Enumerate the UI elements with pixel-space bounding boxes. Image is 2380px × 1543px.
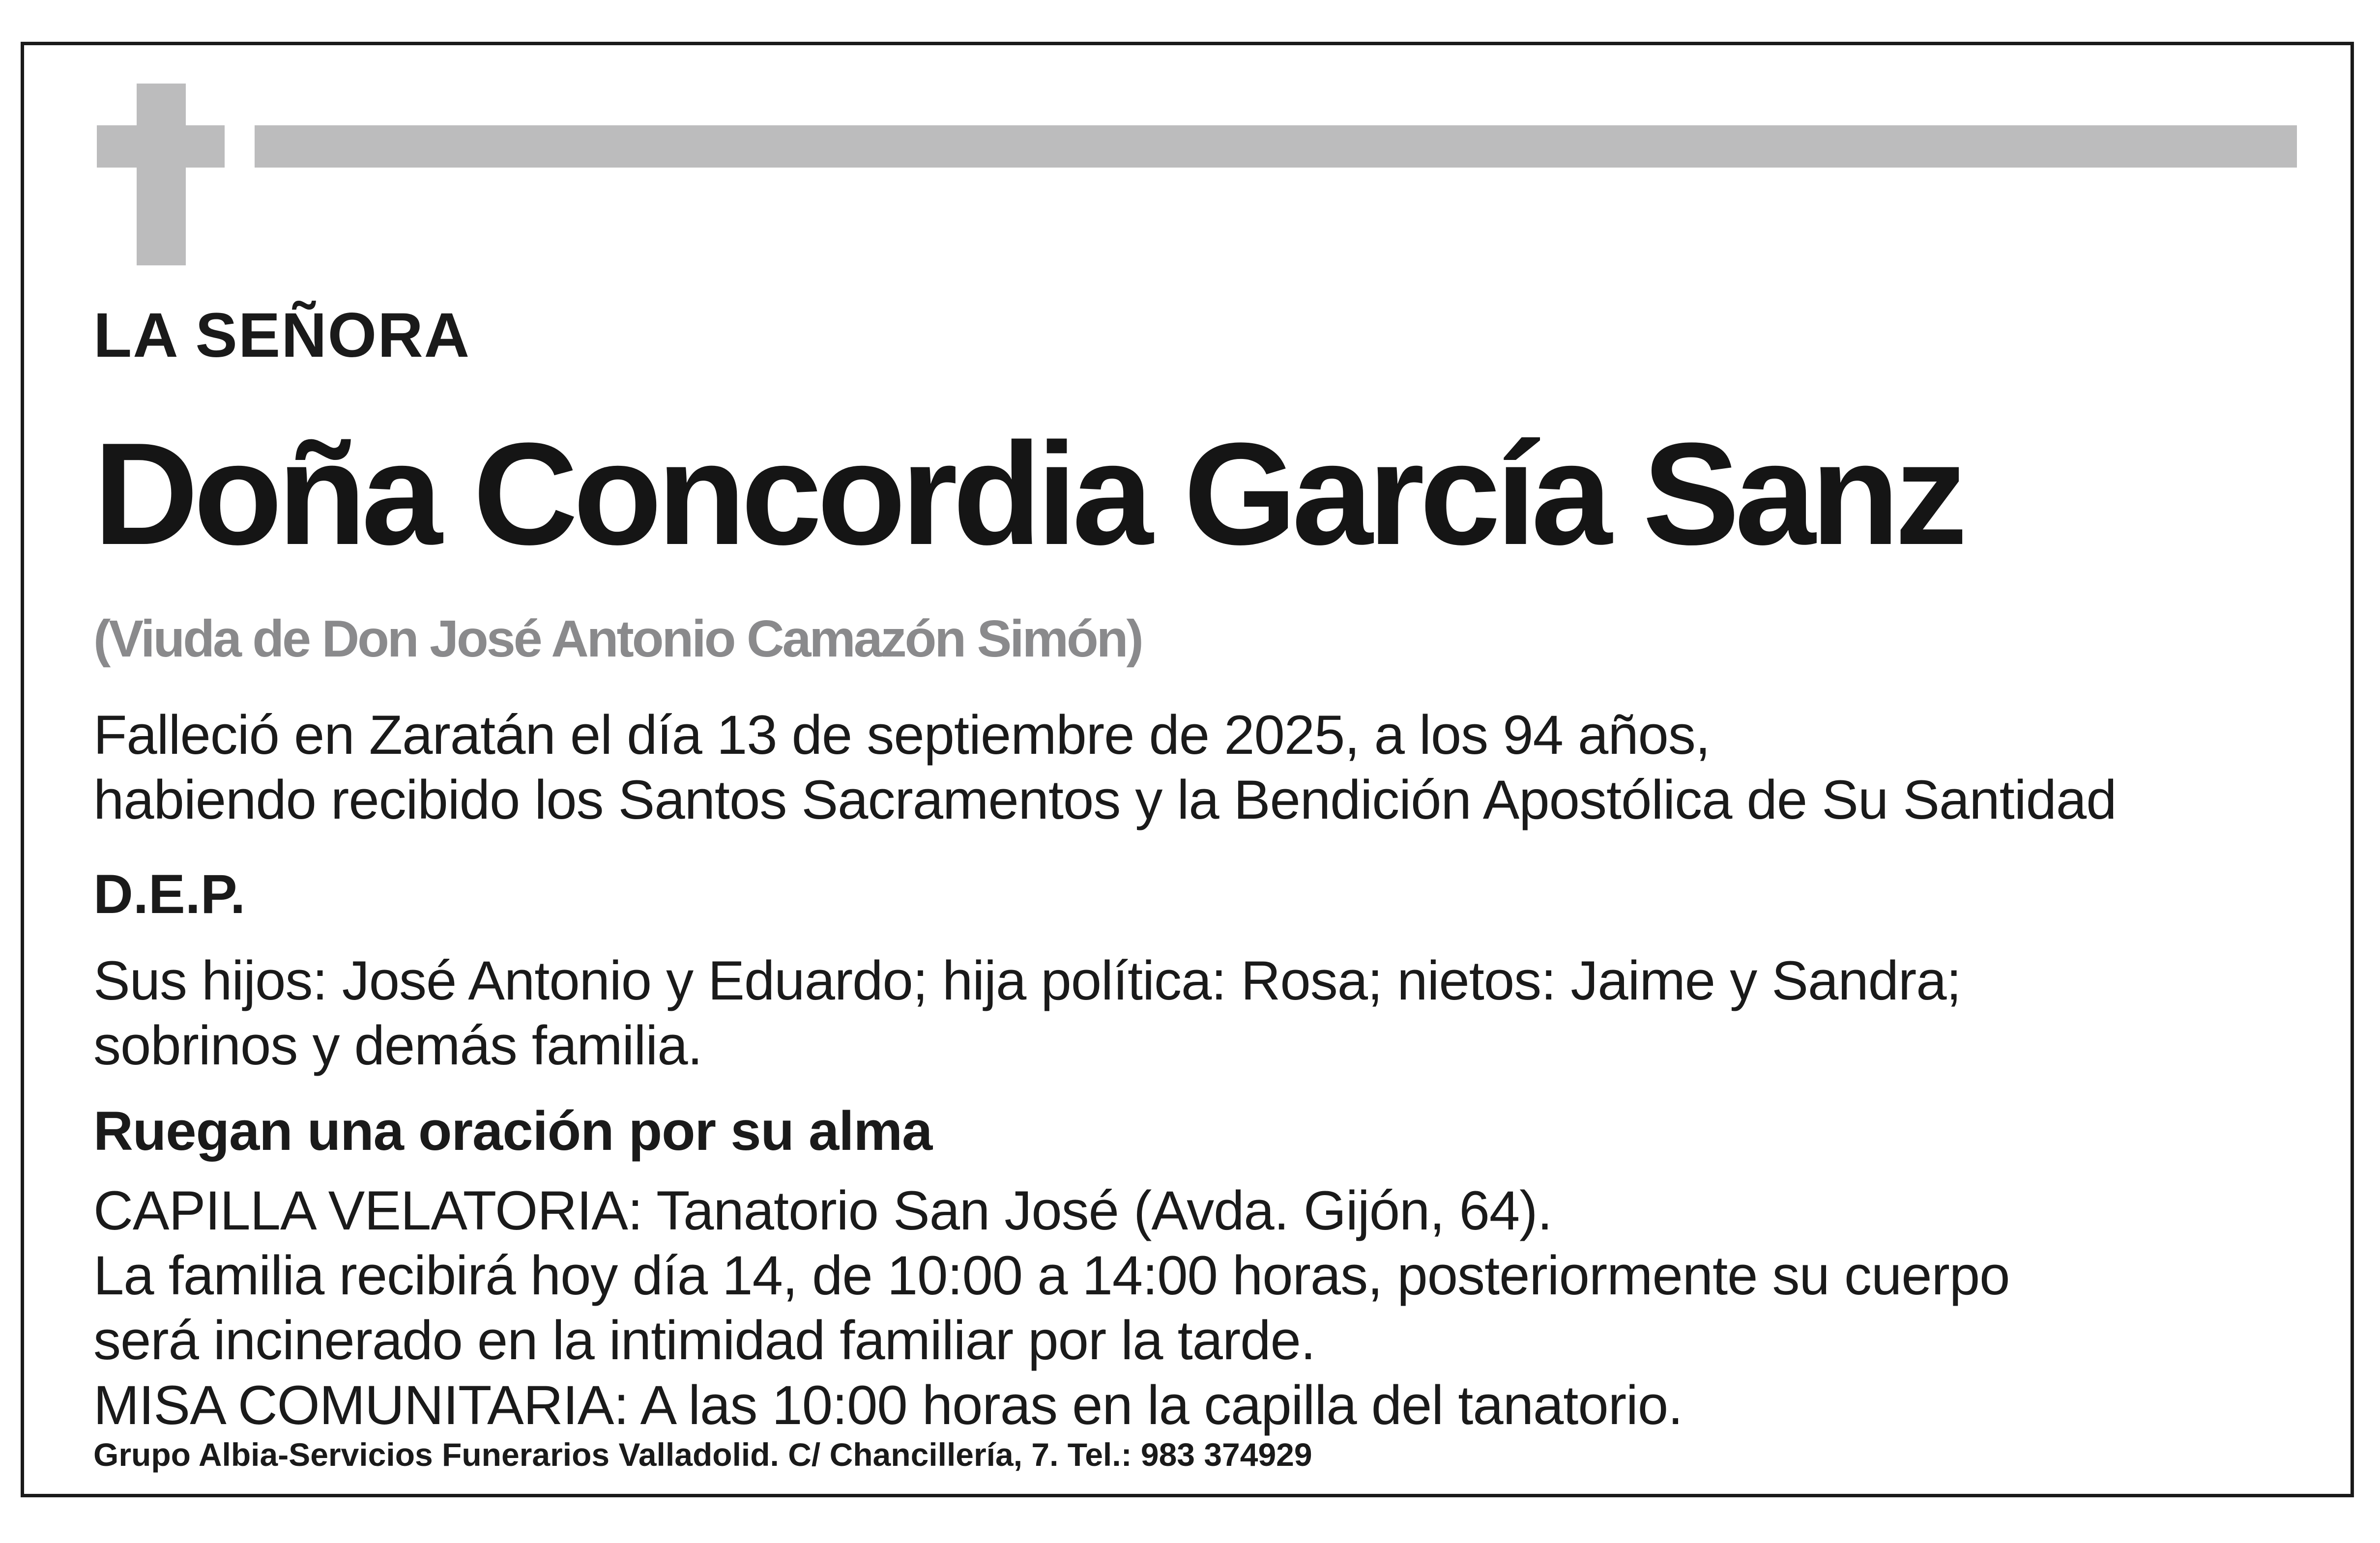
service-line: La familia recibirá hoy día 14, de 10:00 a 14:00 horas, posteriormente su cuerpo xyxy=(93,1245,2010,1306)
service-line: será incinerado en la intimidad familiar por la tarde. xyxy=(93,1310,1315,1371)
cross-horizontal-beam xyxy=(97,125,225,168)
death-info-line: habiendo recibido los Santos Sacramentos y la Bendición Apostólica de Su Santidad xyxy=(93,769,2117,830)
service-details xyxy=(93,1178,2009,1438)
cross-vertical-beam xyxy=(137,84,186,265)
family-line: sobrinos y demás familia. xyxy=(93,1015,702,1076)
widow-of-line: (Viuda de Don José Antonio Camazón Simón) xyxy=(93,610,1142,668)
funeral-home-footer: Grupo Albia-Servicios Funerarios Valladolid. C/ Chancillería, 7. Tel.: 983 374929 xyxy=(93,1436,1312,1473)
rip-label: D.E.P. xyxy=(93,863,246,925)
service-line: CAPILLA VELATORIA: Tanatorio San José (Avda. Gijón, 64). xyxy=(93,1180,1552,1241)
family-list xyxy=(93,948,1961,1078)
family-line: Sus hijos: José Antonio y Eduardo; hija política: Rosa; nietos: Jaime y Sandra; xyxy=(93,950,1961,1011)
honorific-title: LA SEÑORA xyxy=(93,300,471,371)
death-info xyxy=(93,703,2117,832)
prayer-request: Ruegan una oración por su alma xyxy=(93,1100,932,1162)
header-rule xyxy=(255,125,2297,168)
service-line: MISA COMUNITARIA: A las 10:00 horas en la capilla del tanatorio. xyxy=(93,1374,1683,1436)
deceased-name: Doña Concordia García Sanz xyxy=(93,412,1963,575)
death-info-line: Falleció en Zaratán el día 13 de septiembre de 2025, a los 94 años, xyxy=(93,704,1710,766)
